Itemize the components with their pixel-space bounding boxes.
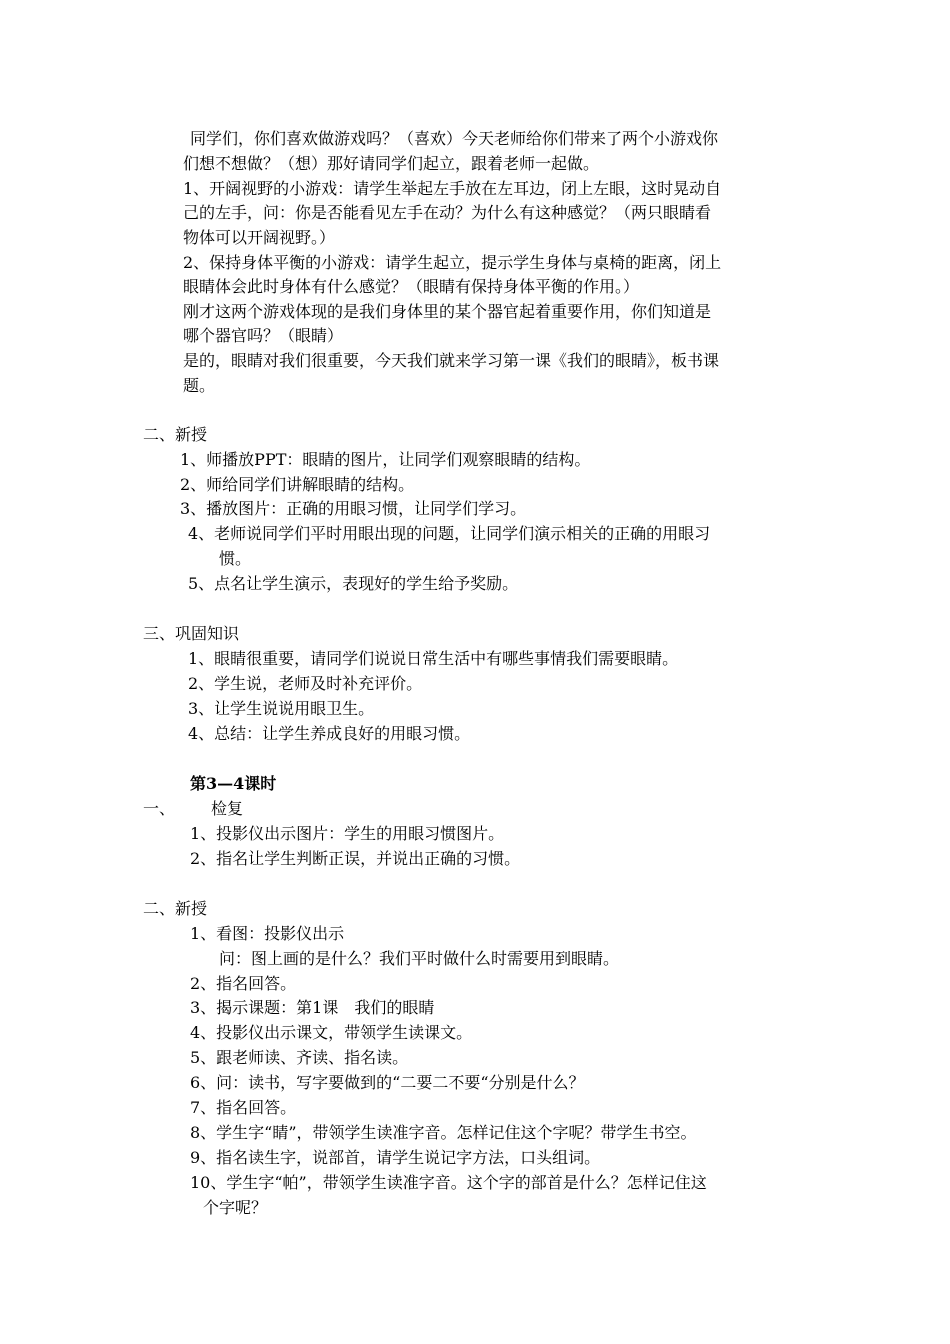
list-item: 4、总结：让学生养成良好的用眼习惯。	[188, 724, 471, 743]
list-item: 个字呢？	[203, 1198, 268, 1217]
list-item: 5、点名让学生演示，表现好的学生给予奖励。	[188, 574, 519, 593]
list-item: 3、揭示课题：第1课 我们的眼睛	[190, 998, 435, 1017]
list-item: 1、看图：投影仪出示	[190, 924, 345, 943]
lesson-title: 第3—4课时	[190, 774, 277, 793]
intro-line: 哪个器官吗？（眼睛）	[183, 326, 344, 345]
section-heading: 二、新授	[143, 425, 208, 444]
intro-line: 1、开阔视野的小游戏：请学生举起左手放在左耳边，闭上左眼，这时晃动自	[183, 179, 722, 198]
intro-line: 题。	[183, 376, 216, 395]
section-number: 一、	[143, 799, 176, 818]
intro-line: 同学们，你们喜欢做游戏吗？（喜欢）今天老师给你们带来了两个小游戏你	[190, 129, 719, 148]
list-item: 1、眼睛很重要，请同学们说说日常生活中有哪些事情我们需要眼睛。	[188, 649, 679, 668]
list-item: 4、投影仪出示课文，带领学生读课文。	[190, 1023, 473, 1042]
list-item: 2、学生说，老师及时补充评价。	[188, 674, 423, 693]
intro-line: 们想不想做？（想）那好请同学们起立，跟着老师一起做。	[183, 154, 600, 173]
section-heading: 检复	[211, 799, 244, 818]
list-item: 2、指名让学生判断正误，并说出正确的习惯。	[190, 849, 521, 868]
list-item: 4、老师说同学们平时用眼出现的问题，让同学们演示相关的正确的用眼习	[188, 524, 711, 543]
list-item: 6、问：读书，写字要做到的“二要二不要“分别是什么？	[190, 1073, 585, 1092]
list-item: 1、投影仪出示图片：学生的用眼习惯图片。	[190, 824, 505, 843]
list-item: 惯。	[219, 549, 252, 568]
list-item: 8、学生字“睛”，带领学生读准字音。怎样记住这个字呢？带学生书空。	[190, 1123, 697, 1142]
intro-line: 眼睛体会此时身体有什么感觉？（眼睛有保持身体平衡的作用。）	[183, 277, 640, 296]
list-item: 10、学生字“帕”，带领学生读准字音。这个字的部首是什么？怎样记住这	[190, 1173, 707, 1192]
list-item: 2、师给同学们讲解眼睛的结构。	[180, 475, 415, 494]
list-item: 问：图上画的是什么？我们平时做什么时需要用到眼睛。	[219, 949, 620, 968]
list-item: 1、师播放PPT：眼睛的图片，让同学们观察眼睛的结构。	[180, 450, 591, 469]
intro-line: 2、保持身体平衡的小游戏：请学生起立，提示学生身体与桌椅的距离，闭上	[183, 253, 722, 272]
list-item: 2、指名回答。	[190, 974, 297, 993]
list-item: 7、指名回答。	[190, 1098, 297, 1117]
intro-line: 是的，眼睛对我们很重要，今天我们就来学习第一课《我们的眼睛》，板书课	[183, 351, 720, 370]
section-heading: 三、巩固知识	[143, 624, 240, 643]
list-item: 3、让学生说说用眼卫生。	[188, 699, 375, 718]
list-item: 3、播放图片：正确的用眼习惯，让同学们学习。	[180, 499, 527, 518]
intro-line: 己的左手，问：你是否能看见左手在动？为什么有这种感觉？（两只眼睛看	[183, 203, 712, 222]
list-item: 9、指名读生字，说部首，请学生说记字方法，口头组词。	[190, 1148, 601, 1167]
intro-line: 刚才这两个游戏体现的是我们身体里的某个器官起着重要作用，你们知道是	[183, 302, 712, 321]
intro-line: 物体可以开阔视野。）	[183, 228, 336, 247]
section-heading: 二、新授	[143, 899, 208, 918]
list-item: 5、跟老师读、齐读、指名读。	[190, 1048, 409, 1067]
